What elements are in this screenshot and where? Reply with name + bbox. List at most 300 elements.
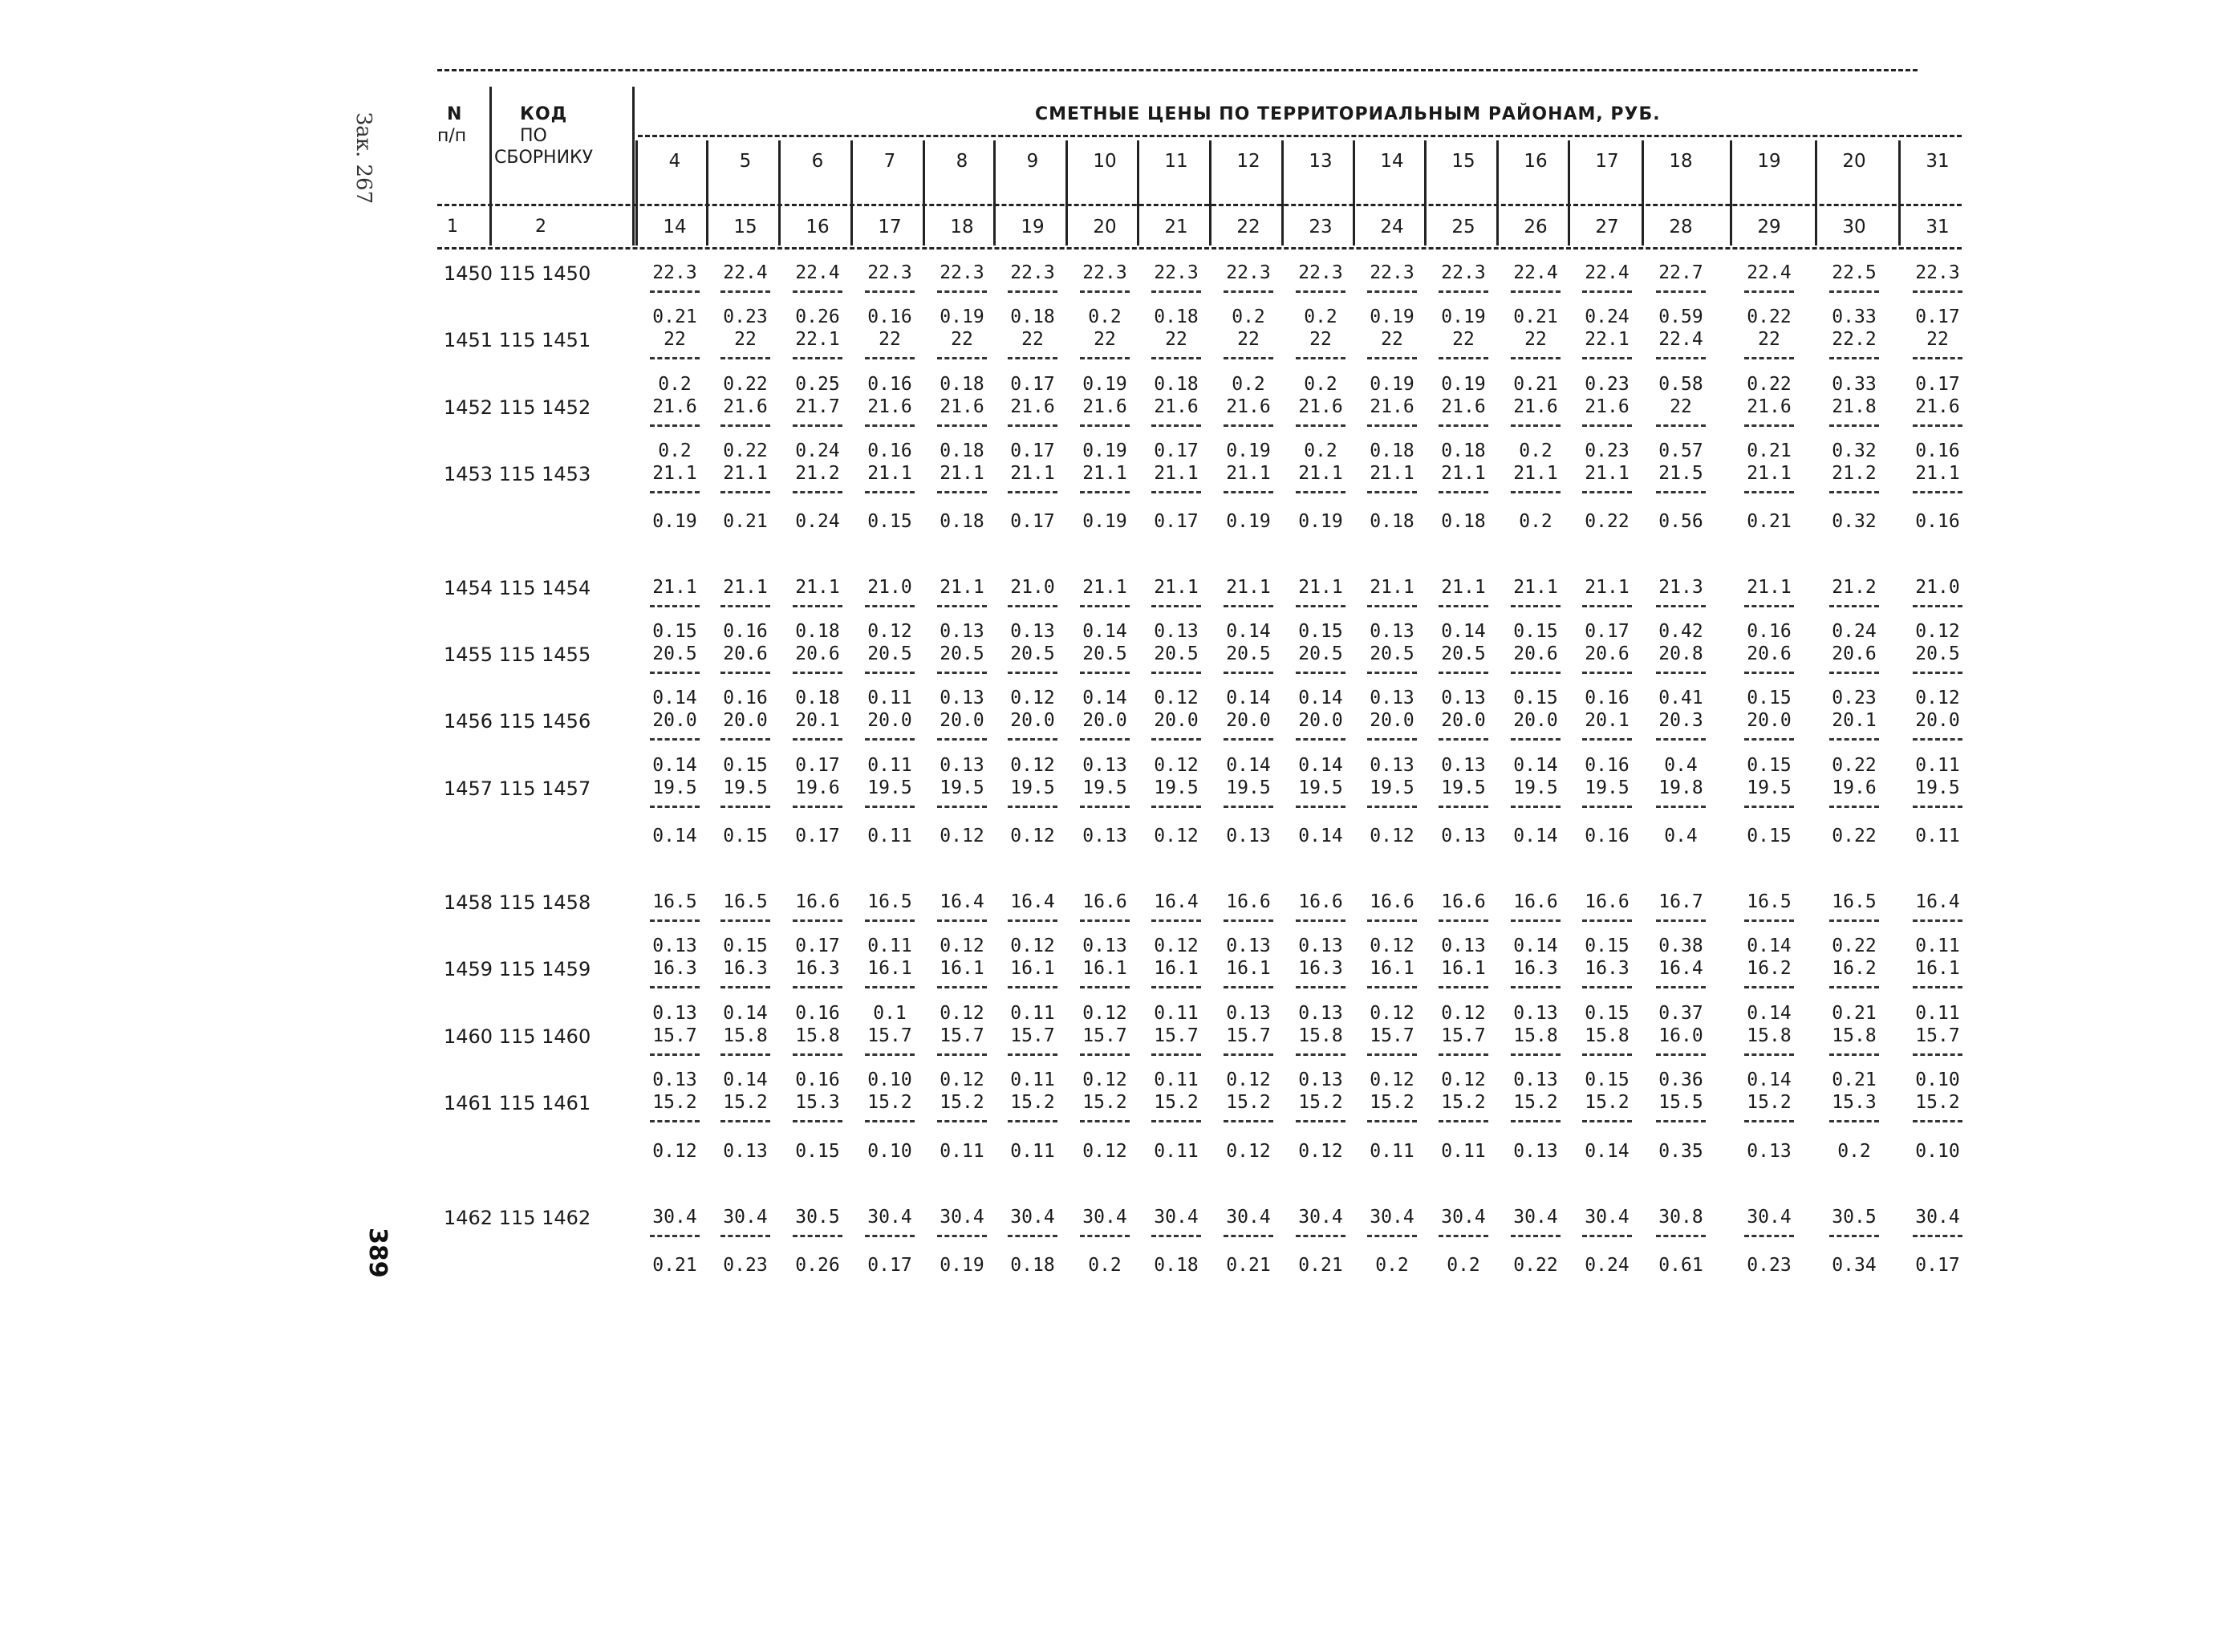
wage-cell-0-11: 0.19	[1441, 306, 1486, 327]
wage-cell-9-0: 0.13	[652, 1003, 697, 1024]
wage-cell-12-9: 0.21	[1298, 1255, 1343, 1276]
price-cell-11-16: 15.3	[1832, 1092, 1877, 1113]
row-label-2: 1452 115 1452	[444, 396, 591, 419]
price-cell-8-17: 16.4	[1915, 891, 1960, 912]
fraction-bar-12-17	[1913, 1235, 1962, 1237]
price-cell-5-2: 20.6	[795, 643, 840, 664]
header-divider	[638, 135, 1962, 137]
fraction-bar-7-7	[1151, 806, 1201, 808]
region-header-11: 15	[1451, 151, 1475, 172]
price-cell-2-14: 22	[1670, 396, 1692, 417]
wage-cell-2-1: 0.22	[723, 440, 768, 461]
wage-cell-6-16: 0.22	[1832, 755, 1877, 776]
wage-cell-6-7: 0.12	[1154, 755, 1199, 776]
wage-cell-5-6: 0.14	[1082, 688, 1127, 708]
price-cell-7-5: 19.5	[1010, 777, 1055, 798]
fraction-bar-2-8	[1224, 424, 1273, 427]
wage-cell-11-9: 0.12	[1298, 1141, 1343, 1162]
fraction-bar-3-4	[937, 491, 987, 493]
header-col-sep-17	[1898, 140, 1901, 246]
fraction-bar-9-13	[1582, 986, 1632, 988]
fraction-bar-5-8	[1224, 672, 1273, 674]
wage-cell-2-2: 0.24	[795, 440, 840, 461]
fraction-bar-5-5	[1008, 672, 1057, 674]
wage-cell-3-0: 0.19	[652, 511, 697, 532]
fraction-bar-2-2	[793, 424, 842, 427]
wage-cell-5-5: 0.12	[1010, 688, 1055, 708]
price-cell-11-13: 15.2	[1585, 1092, 1630, 1113]
fraction-bar-7-11	[1439, 806, 1488, 808]
wage-cell-7-12: 0.14	[1513, 826, 1558, 846]
fraction-bar-6-7	[1151, 738, 1201, 741]
fraction-bar-10-3	[865, 1053, 915, 1056]
wage-cell-10-15: 0.14	[1747, 1070, 1792, 1090]
fraction-bar-1-15	[1744, 357, 1794, 359]
wage-cell-6-15: 0.15	[1747, 755, 1792, 776]
fraction-bar-6-11	[1439, 738, 1488, 741]
fraction-bar-2-7	[1151, 424, 1201, 427]
fraction-bar-11-4	[937, 1120, 987, 1122]
price-cell-12-7: 30.4	[1154, 1207, 1199, 1228]
price-cell-11-17: 15.2	[1915, 1092, 1960, 1113]
price-cell-1-9: 22	[1309, 329, 1332, 350]
fraction-bar-4-11	[1439, 605, 1488, 607]
wage-cell-10-9: 0.13	[1298, 1070, 1343, 1090]
fraction-bar-5-1	[720, 672, 770, 674]
fraction-bar-2-16	[1829, 424, 1879, 427]
wage-cell-12-14: 0.61	[1658, 1255, 1703, 1276]
fraction-bar-3-9	[1296, 491, 1345, 493]
fraction-bar-11-15	[1744, 1120, 1794, 1122]
wage-cell-10-14: 0.36	[1658, 1070, 1703, 1090]
wage-cell-3-4: 0.18	[940, 511, 984, 532]
fraction-bar-5-3	[865, 672, 915, 674]
col-code-sub1: ПО	[520, 126, 547, 146]
price-cell-6-17: 20.0	[1915, 710, 1960, 731]
table-title: СМЕТНЫЕ ЦЕНЫ ПО ТЕРРИТОРИАЛЬНЫМ РАЙОНАМ, РУБ.	[1035, 104, 1661, 124]
price-cell-1-5: 22	[1021, 329, 1044, 350]
colnum-16: 30	[1842, 217, 1866, 237]
wage-cell-12-3: 0.17	[867, 1255, 912, 1276]
price-cell-7-4: 19.5	[940, 777, 984, 798]
price-cell-7-0: 19.5	[652, 777, 697, 798]
price-cell-4-9: 21.1	[1298, 577, 1343, 598]
price-cell-0-0: 22.3	[652, 262, 697, 283]
price-cell-1-11: 22	[1452, 329, 1475, 350]
price-cell-12-11: 30.4	[1441, 1207, 1486, 1228]
fraction-bar-4-1	[720, 605, 770, 607]
fraction-bar-3-1	[720, 491, 770, 493]
price-cell-1-16: 22.2	[1832, 329, 1877, 350]
fraction-bar-11-9	[1296, 1120, 1345, 1122]
price-cell-3-16: 21.2	[1832, 463, 1877, 484]
colnum-6: 20	[1093, 217, 1117, 237]
wage-cell-1-12: 0.21	[1513, 374, 1558, 395]
wage-cell-8-12: 0.14	[1513, 936, 1558, 956]
fraction-bar-0-12	[1511, 290, 1561, 293]
wage-cell-11-7: 0.11	[1154, 1141, 1199, 1162]
price-cell-9-0: 16.3	[652, 958, 697, 979]
wage-cell-3-13: 0.22	[1585, 511, 1630, 532]
fraction-bar-8-14	[1656, 919, 1706, 922]
price-cell-8-8: 16.6	[1226, 891, 1271, 912]
fraction-bar-2-6	[1080, 424, 1130, 427]
row-label-6: 1456 115 1456	[444, 710, 591, 733]
header-col-sep-8	[1209, 140, 1211, 246]
price-cell-12-9: 30.4	[1298, 1207, 1343, 1228]
wage-cell-0-16: 0.33	[1832, 306, 1877, 327]
wage-cell-3-8: 0.19	[1226, 511, 1271, 532]
fraction-bar-10-14	[1656, 1053, 1706, 1056]
price-cell-7-14: 19.8	[1658, 777, 1703, 798]
wage-cell-0-2: 0.26	[795, 306, 840, 327]
price-cell-3-9: 21.1	[1298, 463, 1343, 484]
wage-cell-8-15: 0.14	[1747, 936, 1792, 956]
fraction-bar-9-0	[650, 986, 700, 988]
price-cell-12-12: 30.4	[1513, 1207, 1558, 1228]
wage-cell-7-1: 0.15	[723, 826, 768, 846]
fraction-bar-6-3	[865, 738, 915, 741]
fraction-bar-4-4	[937, 605, 987, 607]
price-cell-4-16: 21.2	[1832, 577, 1877, 598]
fraction-bar-10-2	[793, 1053, 842, 1056]
price-cell-5-14: 20.8	[1658, 643, 1703, 664]
price-cell-0-11: 22.3	[1441, 262, 1486, 283]
fraction-bar-6-5	[1008, 738, 1057, 741]
price-cell-8-10: 16.6	[1370, 891, 1414, 912]
wage-cell-12-1: 0.23	[723, 1255, 768, 1276]
wage-cell-10-6: 0.12	[1082, 1070, 1127, 1090]
wage-cell-3-17: 0.16	[1915, 511, 1960, 532]
region-header-0: 4	[668, 151, 681, 172]
wage-cell-1-14: 0.58	[1658, 374, 1703, 395]
wage-cell-11-10: 0.11	[1370, 1141, 1414, 1162]
price-cell-7-6: 19.5	[1082, 777, 1127, 798]
fraction-bar-9-4	[937, 986, 987, 988]
wage-cell-1-10: 0.19	[1370, 374, 1414, 395]
wage-cell-5-9: 0.14	[1298, 688, 1343, 708]
fraction-bar-10-16	[1829, 1053, 1879, 1056]
price-cell-10-3: 15.7	[867, 1025, 912, 1046]
price-cell-7-11: 19.5	[1441, 777, 1486, 798]
fraction-bar-0-8	[1224, 290, 1273, 293]
fraction-bar-11-16	[1829, 1120, 1879, 1122]
wage-cell-7-7: 0.12	[1154, 826, 1199, 846]
wage-cell-9-9: 0.13	[1298, 1003, 1343, 1024]
wage-cell-9-13: 0.15	[1585, 1003, 1630, 1024]
wage-cell-4-5: 0.13	[1010, 621, 1055, 642]
price-cell-6-12: 20.0	[1513, 710, 1558, 731]
price-cell-11-0: 15.2	[652, 1092, 697, 1113]
price-cell-4-15: 21.1	[1747, 577, 1792, 598]
fraction-bar-1-7	[1151, 357, 1201, 359]
wage-cell-3-12: 0.2	[1519, 511, 1552, 532]
wage-cell-1-15: 0.22	[1747, 374, 1792, 395]
price-cell-9-17: 16.1	[1915, 958, 1960, 979]
region-header-10: 14	[1380, 151, 1404, 172]
fraction-bar-9-15	[1744, 986, 1794, 988]
fraction-bar-0-0	[650, 290, 700, 293]
wage-cell-1-2: 0.25	[795, 374, 840, 395]
wage-cell-5-0: 0.14	[652, 688, 697, 708]
wage-cell-9-7: 0.11	[1154, 1003, 1199, 1024]
price-cell-12-15: 30.4	[1747, 1207, 1792, 1228]
wage-cell-11-17: 0.10	[1915, 1141, 1960, 1162]
fraction-bar-0-14	[1656, 290, 1706, 293]
price-cell-8-0: 16.5	[652, 891, 697, 912]
wage-cell-7-9: 0.14	[1298, 826, 1343, 846]
fraction-bar-1-16	[1829, 357, 1879, 359]
wage-cell-12-0: 0.21	[652, 1255, 697, 1276]
price-cell-1-1: 22	[734, 329, 757, 350]
price-cell-7-3: 19.5	[867, 777, 912, 798]
fraction-bar-2-0	[650, 424, 700, 427]
fraction-bar-7-1	[720, 806, 770, 808]
price-cell-3-10: 21.1	[1370, 463, 1414, 484]
wage-cell-10-12: 0.13	[1513, 1070, 1558, 1090]
price-cell-6-2: 20.1	[795, 710, 840, 731]
price-cell-9-16: 16.2	[1832, 958, 1877, 979]
header-col-sep-1	[706, 140, 708, 246]
price-cell-2-4: 21.6	[940, 396, 984, 417]
row-label-12: 1462 115 1462	[444, 1207, 591, 1229]
price-cell-3-6: 21.1	[1082, 463, 1127, 484]
price-cell-10-17: 15.7	[1915, 1025, 1960, 1046]
price-cell-6-13: 20.1	[1585, 710, 1630, 731]
price-cell-6-3: 20.0	[867, 710, 912, 731]
wage-cell-4-15: 0.16	[1747, 621, 1792, 642]
price-cell-4-6: 21.1	[1082, 577, 1127, 598]
wage-cell-8-2: 0.17	[795, 936, 840, 956]
fraction-bar-9-12	[1511, 986, 1561, 988]
fraction-bar-2-12	[1511, 424, 1561, 427]
fraction-bar-6-13	[1582, 738, 1632, 741]
wage-cell-5-11: 0.13	[1441, 688, 1486, 708]
price-cell-6-11: 20.0	[1441, 710, 1486, 731]
wage-cell-0-14: 0.59	[1658, 306, 1703, 327]
wage-cell-3-1: 0.21	[723, 511, 768, 532]
price-cell-10-7: 15.7	[1154, 1025, 1199, 1046]
price-cell-1-2: 22.1	[795, 329, 840, 350]
price-cell-0-6: 22.3	[1082, 262, 1127, 283]
price-cell-10-4: 15.7	[940, 1025, 984, 1046]
region-header-6: 10	[1093, 151, 1117, 172]
fraction-bar-4-3	[865, 605, 915, 607]
wage-cell-4-3: 0.12	[867, 621, 912, 642]
fraction-bar-10-12	[1511, 1053, 1561, 1056]
wage-cell-8-13: 0.15	[1585, 936, 1630, 956]
wage-cell-5-10: 0.13	[1370, 688, 1414, 708]
fraction-bar-0-1	[720, 290, 770, 293]
price-cell-2-1: 21.6	[723, 396, 768, 417]
region-header-2: 6	[811, 151, 824, 172]
fraction-bar-12-12	[1511, 1235, 1561, 1237]
fraction-bar-3-0	[650, 491, 700, 493]
header-col-sep-12	[1496, 140, 1499, 246]
fraction-bar-1-13	[1582, 357, 1632, 359]
fraction-bar-7-12	[1511, 806, 1561, 808]
wage-cell-1-7: 0.18	[1154, 374, 1199, 395]
price-cell-12-10: 30.4	[1370, 1207, 1414, 1228]
wage-cell-3-15: 0.21	[1747, 511, 1792, 532]
wage-cell-9-15: 0.14	[1747, 1003, 1792, 1024]
fraction-bar-3-6	[1080, 491, 1130, 493]
price-cell-11-14: 15.5	[1658, 1092, 1703, 1113]
wage-cell-3-7: 0.17	[1154, 511, 1199, 532]
wage-cell-12-6: 0.2	[1088, 1255, 1122, 1276]
row-label-7: 1457 115 1457	[444, 777, 591, 800]
wage-cell-7-11: 0.13	[1441, 826, 1486, 846]
fraction-bar-3-14	[1656, 491, 1706, 493]
price-cell-12-3: 30.4	[867, 1207, 912, 1228]
fraction-bar-4-15	[1744, 605, 1794, 607]
wage-cell-2-7: 0.17	[1154, 440, 1199, 461]
price-cell-3-1: 21.1	[723, 463, 768, 484]
price-cell-5-17: 20.5	[1915, 643, 1960, 664]
wage-cell-4-14: 0.42	[1658, 621, 1703, 642]
header-col-sep-6	[1065, 140, 1068, 246]
colnum-7: 21	[1164, 217, 1188, 237]
fraction-bar-6-2	[793, 738, 842, 741]
header-col-sep-15	[1730, 140, 1732, 246]
fraction-bar-9-6	[1080, 986, 1130, 988]
price-cell-10-1: 15.8	[723, 1025, 768, 1046]
wage-cell-4-12: 0.15	[1513, 621, 1558, 642]
price-cell-12-14: 30.8	[1658, 1207, 1703, 1228]
wage-cell-12-10: 0.2	[1375, 1255, 1409, 1276]
fraction-bar-11-0	[650, 1120, 700, 1122]
wage-cell-11-2: 0.15	[795, 1141, 840, 1162]
wage-cell-4-2: 0.18	[795, 621, 840, 642]
fraction-bar-10-13	[1582, 1053, 1632, 1056]
fraction-bar-5-2	[793, 672, 842, 674]
wage-cell-9-16: 0.21	[1832, 1003, 1877, 1024]
wage-cell-8-4: 0.12	[940, 936, 984, 956]
wage-cell-7-2: 0.17	[795, 826, 840, 846]
wage-cell-4-6: 0.14	[1082, 621, 1127, 642]
price-cell-5-1: 20.6	[723, 643, 768, 664]
wage-cell-11-8: 0.12	[1226, 1141, 1271, 1162]
wage-cell-0-10: 0.19	[1370, 306, 1414, 327]
fraction-bar-1-11	[1439, 357, 1488, 359]
wage-cell-10-1: 0.14	[723, 1070, 768, 1090]
fraction-bar-1-8	[1224, 357, 1273, 359]
wage-cell-7-13: 0.16	[1585, 826, 1630, 846]
price-cell-2-15: 21.6	[1747, 396, 1792, 417]
region-header-3: 7	[883, 151, 896, 172]
price-cell-4-1: 21.1	[723, 577, 768, 598]
fraction-bar-8-16	[1829, 919, 1879, 922]
price-cell-10-0: 15.7	[652, 1025, 697, 1046]
wage-cell-7-4: 0.12	[940, 826, 984, 846]
wage-cell-7-15: 0.15	[1747, 826, 1792, 846]
fraction-bar-7-3	[865, 806, 915, 808]
wage-cell-5-7: 0.12	[1154, 688, 1199, 708]
fraction-bar-9-8	[1224, 986, 1273, 988]
wage-cell-12-7: 0.18	[1154, 1255, 1199, 1276]
fraction-bar-11-2	[793, 1120, 842, 1122]
price-cell-5-15: 20.6	[1747, 643, 1792, 664]
wage-cell-0-1: 0.23	[723, 306, 768, 327]
fraction-bar-9-9	[1296, 986, 1345, 988]
wage-cell-3-3: 0.15	[867, 511, 912, 532]
fraction-bar-0-10	[1367, 290, 1417, 293]
price-cell-5-7: 20.5	[1154, 643, 1199, 664]
fraction-bar-12-3	[865, 1235, 915, 1237]
price-cell-6-7: 20.0	[1154, 710, 1199, 731]
wage-cell-6-1: 0.15	[723, 755, 768, 776]
price-cell-1-7: 22	[1165, 329, 1187, 350]
colnum-5: 19	[1021, 217, 1045, 237]
wage-cell-8-1: 0.15	[723, 936, 768, 956]
wage-cell-11-15: 0.13	[1747, 1141, 1792, 1162]
fraction-bar-10-9	[1296, 1053, 1345, 1056]
region-header-4: 8	[956, 151, 968, 172]
header-col-sep-16	[1815, 140, 1817, 246]
fraction-bar-1-12	[1511, 357, 1561, 359]
fraction-bar-7-5	[1008, 806, 1057, 808]
wage-cell-9-10: 0.12	[1370, 1003, 1414, 1024]
price-cell-9-10: 16.1	[1370, 958, 1414, 979]
wage-cell-2-12: 0.2	[1519, 440, 1552, 461]
row-label-3: 1453 115 1453	[444, 463, 591, 485]
price-cell-6-10: 20.0	[1370, 710, 1414, 731]
fraction-bar-3-3	[865, 491, 915, 493]
price-cell-4-10: 21.1	[1370, 577, 1414, 598]
wage-cell-5-1: 0.16	[723, 688, 768, 708]
price-cell-7-2: 19.6	[795, 777, 840, 798]
price-cell-6-9: 20.0	[1298, 710, 1343, 731]
wage-cell-11-3: 0.10	[867, 1141, 912, 1162]
wage-cell-0-13: 0.24	[1585, 306, 1630, 327]
price-cell-8-13: 16.6	[1585, 891, 1630, 912]
fraction-bar-7-14	[1656, 806, 1706, 808]
region-header-16: 20	[1842, 151, 1866, 172]
wage-cell-10-11: 0.12	[1441, 1070, 1486, 1090]
price-cell-11-6: 15.2	[1082, 1092, 1127, 1113]
fraction-bar-10-1	[720, 1053, 770, 1056]
wage-cell-8-9: 0.13	[1298, 936, 1343, 956]
price-cell-7-16: 19.6	[1832, 777, 1877, 798]
wage-cell-4-13: 0.17	[1585, 621, 1630, 642]
wage-cell-3-2: 0.24	[795, 511, 840, 532]
price-cell-9-15: 16.2	[1747, 958, 1792, 979]
price-cell-1-8: 22	[1237, 329, 1260, 350]
region-header-12: 16	[1524, 151, 1548, 172]
wage-cell-0-17: 0.17	[1915, 306, 1960, 327]
wage-cell-1-8: 0.2	[1232, 374, 1265, 395]
wage-cell-7-6: 0.13	[1082, 826, 1127, 846]
fraction-bar-4-2	[793, 605, 842, 607]
price-cell-4-0: 21.1	[652, 577, 697, 598]
price-cell-3-5: 21.1	[1010, 463, 1055, 484]
fraction-bar-2-1	[720, 424, 770, 427]
row-label-5: 1455 115 1455	[444, 643, 591, 666]
wage-cell-5-13: 0.16	[1585, 688, 1630, 708]
fraction-bar-12-2	[793, 1235, 842, 1237]
wage-cell-6-5: 0.12	[1010, 755, 1055, 776]
table-top-border	[437, 69, 1918, 71]
wage-cell-10-16: 0.21	[1832, 1070, 1877, 1090]
fraction-bar-9-14	[1656, 986, 1706, 988]
price-cell-1-3: 22	[879, 329, 901, 350]
price-cell-12-16: 30.5	[1832, 1207, 1877, 1228]
colnum-left-2: 2	[535, 217, 546, 237]
wage-cell-4-7: 0.13	[1154, 621, 1199, 642]
fraction-bar-4-6	[1080, 605, 1130, 607]
fraction-bar-2-13	[1582, 424, 1632, 427]
fraction-bar-0-7	[1151, 290, 1201, 293]
